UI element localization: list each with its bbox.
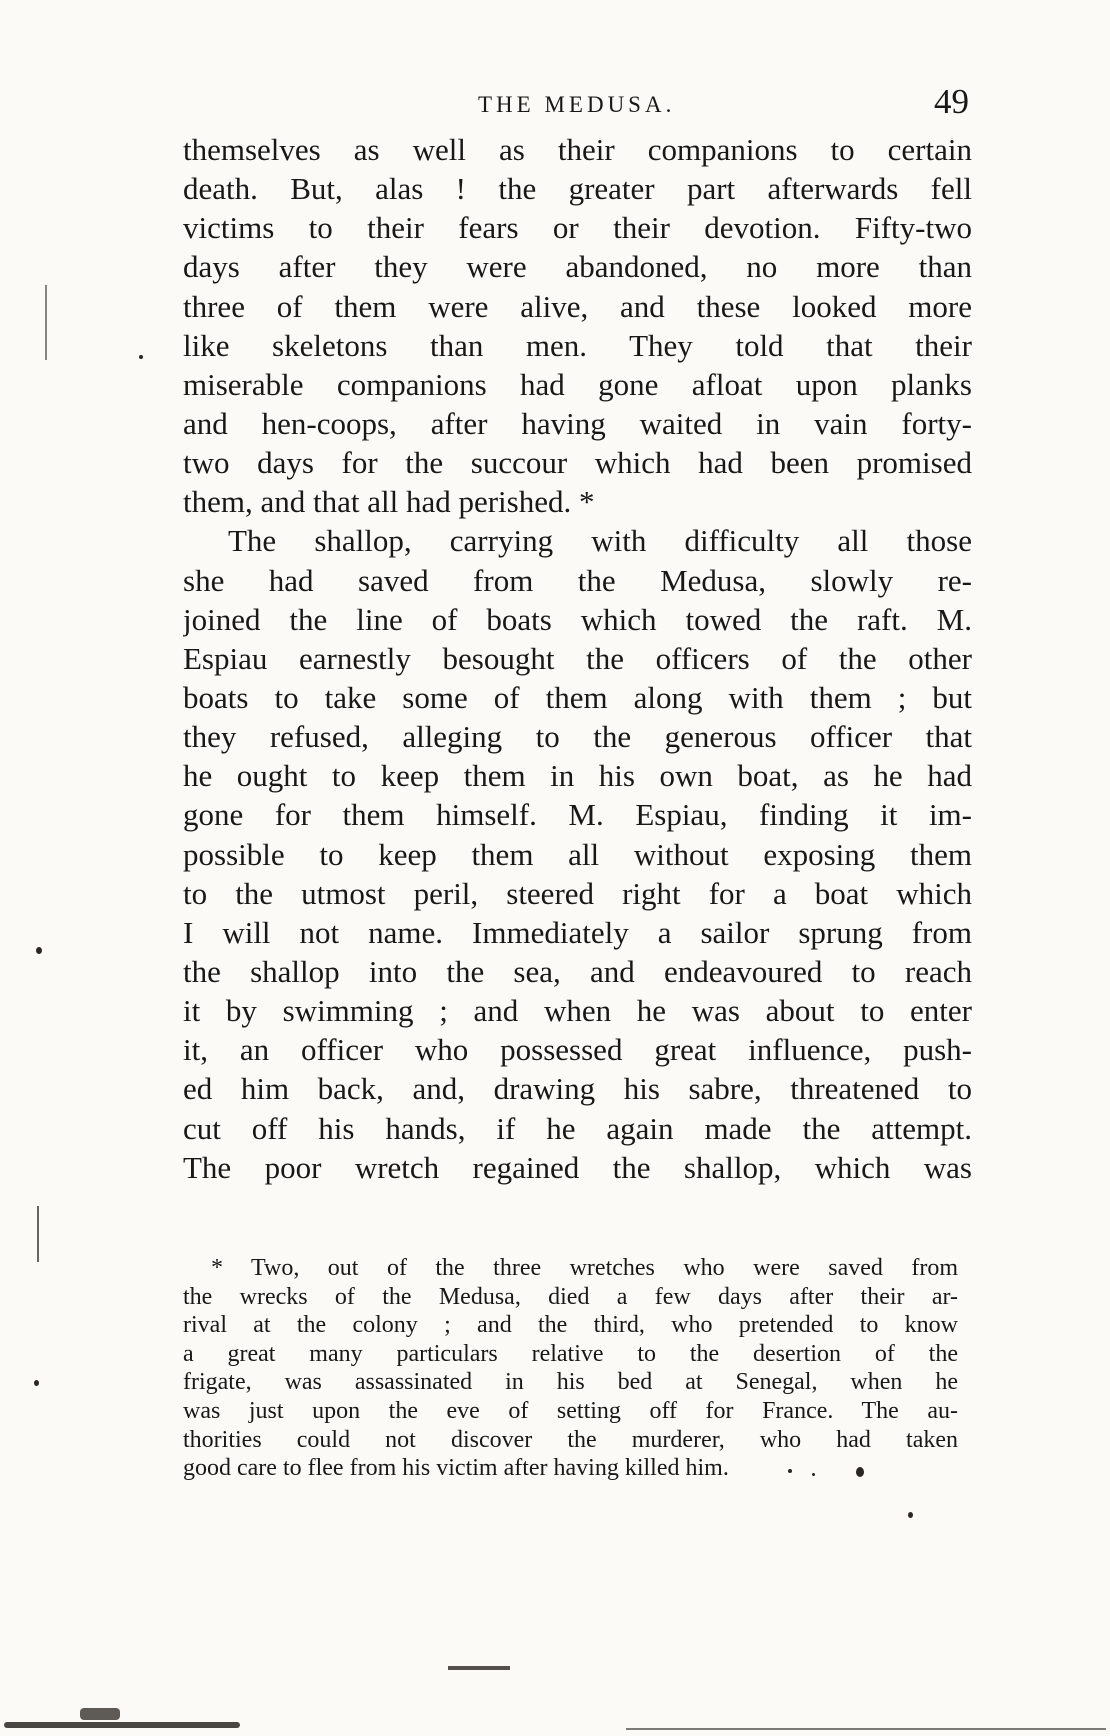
- scan-streak: [37, 1206, 39, 1262]
- scan-speck: [812, 1473, 815, 1476]
- text-line: possible to keep them all without exposing them: [183, 836, 972, 872]
- text-line: victims to their fears or their devotion. Fifty-two: [183, 210, 972, 246]
- running-title: THE MEDUSA.: [478, 92, 676, 117]
- footnote-line: thorities could not discover the murderer, who had taken: [183, 1426, 958, 1453]
- scan-speck: [856, 1467, 864, 1477]
- text-line: miserable companions had gone afloat upon planks: [183, 366, 972, 402]
- text-line: I will not name. Immediately a sailor sprung from: [183, 914, 972, 950]
- scan-speck: [908, 1512, 913, 1518]
- scan-streak: [626, 1728, 1106, 1730]
- text-line: three of them were alive, and these looked more: [183, 288, 972, 324]
- page-number: 49: [934, 82, 969, 121]
- scan-speck: [139, 355, 143, 359]
- scan-speck: [34, 1380, 39, 1386]
- text-line: The shallop, carrying with difficulty all those: [228, 523, 972, 559]
- text-line: cut off his hands, if he again made the attempt.: [183, 1110, 972, 1146]
- body-text: [183, 130, 972, 1187]
- text-line: boats to take some of them along with them ; but: [183, 679, 972, 715]
- text-line: it, an officer who possessed great influence, push-: [183, 1032, 972, 1068]
- text-line: and hen-coops, after having waited in vain forty-: [183, 405, 972, 441]
- scan-speck: [36, 947, 42, 954]
- scan-streak: [45, 285, 47, 360]
- text-line: two days for the succour which had been promised: [183, 445, 972, 481]
- scan-speck: [788, 1469, 792, 1473]
- text-line: death. But, alas ! the greater part afterwards fell: [183, 171, 972, 207]
- footnote-line: good care to flee from his victim after having killed him.: [183, 1455, 729, 1482]
- scan-streak: [4, 1722, 240, 1728]
- text-line: like skeletons than men. They told that their: [183, 327, 972, 363]
- text-line: them, and that all had perished. *: [183, 484, 595, 520]
- footnote-line: * Two, out of the three wretches who were saved from: [211, 1255, 958, 1281]
- text-line: it by swimming ; and when he was about to enter: [183, 993, 972, 1029]
- scan-streak: [448, 1666, 510, 1670]
- footnote-line: rival at the colony ; and the third, who pretended to know: [183, 1312, 958, 1339]
- text-line: the shallop into the sea, and endeavoured to reach: [183, 953, 972, 989]
- text-line: Espiau earnestly besought the officers of the other: [183, 640, 972, 676]
- text-line: he ought to keep them in his own boat, as he had: [183, 758, 972, 794]
- text-line: ed him back, and, drawing his sabre, threatened to: [183, 1071, 972, 1107]
- footnote: [183, 1254, 958, 1483]
- text-line: days after they were abandoned, no more than: [183, 249, 972, 285]
- text-line: to the utmost peril, steered right for a boat which: [183, 875, 972, 911]
- footnote-line: frigate, was assassinated in his bed at Senegal, when he: [183, 1369, 958, 1396]
- text-line: themselves as well as their companions to certain: [183, 132, 972, 167]
- text-line: joined the line of boats which towed the raft. M.: [183, 601, 972, 637]
- text-line: gone for them himself. M. Espiau, finding it im-: [183, 797, 972, 833]
- footnote-line: the wrecks of the Medusa, died a few days after their ar-: [183, 1283, 958, 1310]
- scan-streak: [80, 1708, 120, 1720]
- footnote-line: a great many particulars relative to the desertion of the: [183, 1340, 958, 1367]
- text-line: The poor wretch regained the shallop, which was: [183, 1149, 972, 1185]
- footnote-line: was just upon the eve of setting off for France. The au-: [183, 1397, 958, 1424]
- text-line: she had saved from the Medusa, slowly re-: [183, 562, 972, 598]
- text-line: they refused, alleging to the generous officer that: [183, 719, 972, 755]
